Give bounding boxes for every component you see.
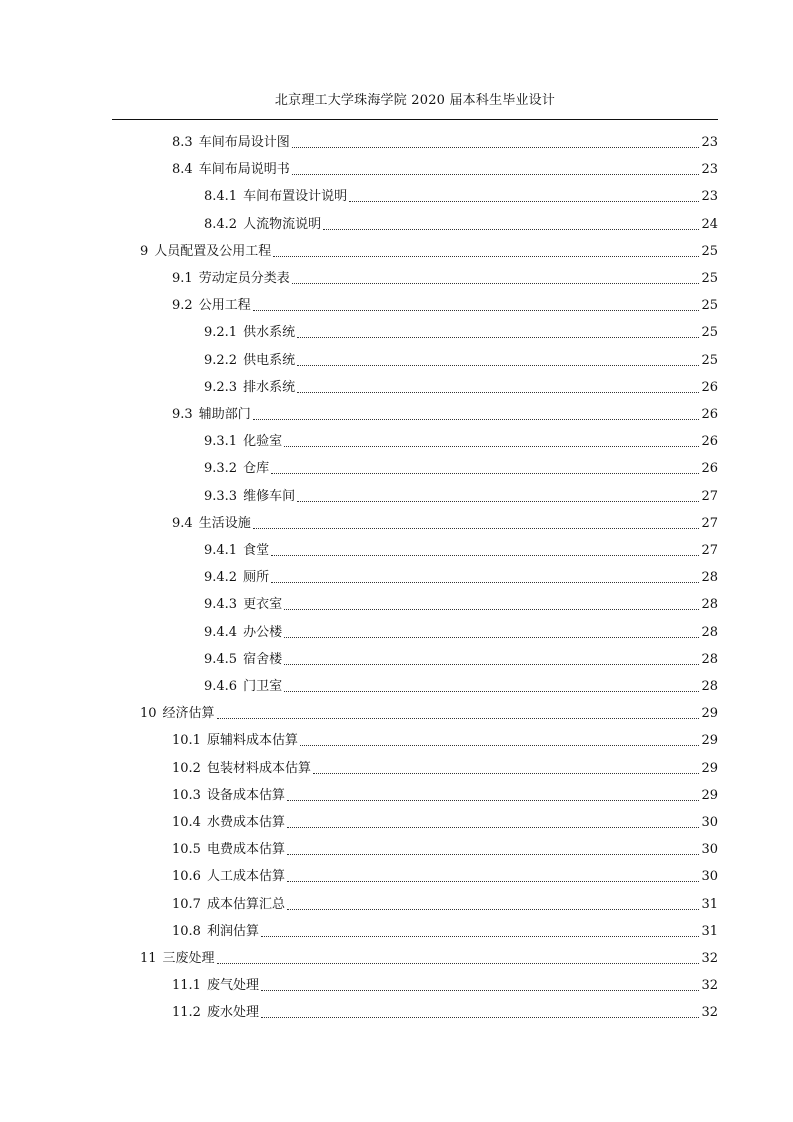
toc-entry[interactable] (0, 532, 718, 559)
toc-entry-title: 食堂 (243, 543, 270, 558)
toc-dot-leader (271, 472, 699, 474)
toc-entry-page-number: 28 (701, 570, 718, 586)
toc-entry-page-number: 26 (701, 434, 718, 450)
toc-dot-leader (323, 228, 699, 230)
toc-entry-page-number: 28 (701, 597, 718, 613)
toc-dot-leader (271, 554, 699, 556)
toc-entry-title: 人工成本估算 (206, 869, 285, 885)
toc-dot-leader (292, 282, 700, 284)
toc-entry-number: 9.4.5 (204, 651, 238, 667)
toc-entry[interactable] (0, 450, 718, 477)
toc-entry-page-number: 30 (701, 815, 718, 830)
toc-entry[interactable] (0, 750, 718, 777)
toc-dot-leader (287, 799, 699, 801)
page-header: 北京理工大学珠海学院 2020 届本科生毕业设计 (274, 93, 556, 108)
toc-entry-title: 劳动定员分类表 (198, 271, 290, 286)
toc-entry-page-number: 30 (701, 842, 718, 858)
toc-entry-title: 废气处理 (206, 978, 259, 994)
toc-entry-number: 10.1 (172, 733, 201, 749)
toc-entry-page-number: 25 (701, 243, 718, 259)
toc-entry-number: 8.4.1 (204, 189, 238, 205)
toc-dot-leader (300, 744, 699, 746)
toc-entry-number: 9.4.6 (204, 679, 238, 694)
toc-entry-title: 生活设施 (198, 515, 251, 531)
toc-entry[interactable] (0, 722, 718, 749)
toc-dot-leader (284, 663, 699, 665)
toc-entry-page-number: 29 (701, 760, 718, 776)
toc-entry-page-number: 28 (701, 651, 718, 667)
toc-entry-page-number: 23 (701, 162, 718, 178)
toc-entry-page-number: 31 (701, 896, 718, 912)
toc-dot-leader (253, 309, 700, 311)
toc-entry[interactable] (0, 586, 718, 613)
toc-entry[interactable] (0, 287, 718, 314)
toc-entry-number: 11.2 (172, 1005, 201, 1021)
toc-entry[interactable] (0, 260, 718, 287)
toc-entry-title: 电费成本估算 (206, 842, 285, 858)
toc-entry-number: 9.3.1 (204, 434, 238, 450)
toc-dot-leader (284, 690, 699, 692)
toc-entry-number: 8.3 (172, 135, 193, 150)
toc-entry-title: 办公楼 (243, 624, 283, 640)
toc-entry-title: 仓库 (243, 461, 270, 477)
toc-entry-page-number: 30 (701, 869, 718, 885)
header-rule (112, 119, 718, 120)
toc-entry-number: 9.2.1 (204, 325, 238, 341)
toc-entry-page-number: 29 (701, 733, 718, 749)
toc-entry[interactable] (0, 206, 718, 233)
toc-entry-number: 10 (140, 706, 157, 722)
toc-entry-page-number: 25 (701, 298, 718, 314)
toc-entry-title: 成本估算汇总 (206, 896, 285, 912)
toc-entry[interactable] (0, 478, 718, 505)
toc-entry-title: 公用工程 (198, 298, 251, 314)
toc-entry-number: 10.6 (172, 869, 201, 885)
toc-entry[interactable] (0, 804, 718, 831)
toc-entry-page-number: 29 (701, 787, 718, 803)
toc-entry[interactable] (0, 314, 718, 341)
toc-dot-leader (284, 636, 699, 638)
toc-entry-title: 经济估算 (162, 706, 215, 722)
toc-entry[interactable] (0, 559, 718, 586)
toc-entry-title: 排水系统 (243, 379, 296, 395)
toc-entry[interactable] (0, 124, 718, 151)
toc-entry-number: 9.3.3 (204, 488, 238, 504)
toc-entry-number: 11.1 (172, 978, 201, 994)
toc-dot-leader (287, 908, 699, 910)
toc-entry-title: 供电系统 (243, 352, 296, 368)
toc-entry-number: 10.2 (172, 760, 201, 776)
toc-dot-leader (217, 962, 700, 964)
toc-entry-title: 原辅料成本估算 (206, 733, 298, 749)
toc-entry-number: 9.4.1 (204, 543, 238, 558)
toc-entry[interactable] (0, 178, 718, 205)
toc-entry-page-number: 32 (701, 951, 718, 966)
toc-entry-number: 9.4.4 (204, 624, 238, 640)
toc-entry-number: 11 (140, 951, 157, 966)
toc-dot-leader (217, 717, 700, 719)
toc-entry-page-number: 28 (701, 679, 718, 694)
toc-entry-number: 10.8 (172, 923, 201, 939)
toc-entry[interactable] (0, 151, 718, 178)
toc-entry[interactable] (0, 233, 718, 260)
toc-entry-page-number: 29 (701, 706, 718, 722)
toc-dot-leader (271, 581, 699, 583)
toc-entry-number: 9.2 (172, 298, 193, 314)
toc-entry-page-number: 32 (701, 1005, 718, 1021)
toc-dot-leader (292, 146, 700, 148)
toc-entry-title: 人流物流说明 (243, 216, 322, 232)
toc-entry-number: 9.3 (172, 407, 193, 422)
toc-dot-leader (261, 935, 699, 937)
toc-entry-number: 9.3.2 (204, 461, 238, 477)
toc-entry[interactable] (0, 641, 718, 668)
toc-entry-title: 利润估算 (206, 923, 259, 939)
toc-dot-leader (297, 336, 699, 338)
toc-dot-leader (349, 200, 699, 202)
toc-entry[interactable] (0, 369, 718, 396)
toc-entry-number: 10.5 (172, 842, 201, 858)
toc-entry-title: 车间布局设计图 (198, 135, 290, 150)
toc-entry[interactable] (0, 668, 718, 695)
toc-entry-title: 宿舍楼 (243, 651, 283, 667)
toc-entry[interactable] (0, 831, 718, 858)
toc-dot-leader (287, 826, 699, 828)
toc-dot-leader (297, 391, 699, 393)
toc-dot-leader (297, 364, 699, 366)
toc-entry-page-number: 25 (701, 352, 718, 368)
toc-dot-leader (261, 1016, 699, 1018)
toc-entry-page-number: 31 (701, 923, 718, 939)
toc-entry-number: 10.3 (172, 787, 201, 803)
toc-entry[interactable] (0, 695, 718, 722)
toc-entry-page-number: 27 (701, 488, 718, 504)
toc-entry-page-number: 26 (701, 379, 718, 395)
toc-entry[interactable] (0, 913, 718, 940)
toc-entry-number: 10.4 (172, 815, 201, 830)
toc-entry-title: 供水系统 (243, 325, 296, 341)
toc-entry-number: 9.4 (172, 515, 193, 531)
toc-entry-title: 门卫室 (243, 679, 283, 694)
toc-dot-leader (287, 880, 699, 882)
toc-entry-title: 人员配置及公用工程 (154, 243, 272, 259)
toc-dot-leader (261, 989, 699, 991)
toc-entry-title: 包装材料成本估算 (206, 760, 311, 776)
toc-entry-title: 化验室 (243, 434, 283, 450)
toc-entry-page-number: 24 (701, 216, 718, 232)
toc-entry-page-number: 23 (701, 135, 718, 150)
toc-entry-page-number: 25 (701, 271, 718, 286)
toc-entry-title: 废水处理 (206, 1005, 259, 1021)
toc-dot-leader (313, 772, 699, 774)
toc-entry-title: 设备成本估算 (206, 787, 285, 803)
toc-entry-title: 辅助部门 (198, 407, 251, 422)
toc-entry-page-number: 26 (701, 461, 718, 477)
toc-dot-leader (284, 445, 699, 447)
toc-dot-leader (287, 853, 699, 855)
toc-dot-leader (297, 500, 699, 502)
toc-entry-number: 9.2.2 (204, 352, 238, 368)
toc-entry-number: 9.2.3 (204, 379, 238, 395)
toc-entry-page-number: 28 (701, 624, 718, 640)
toc-entry[interactable] (0, 777, 718, 804)
toc-entry-title: 水费成本估算 (206, 815, 285, 830)
toc-entry-title: 车间布局说明书 (198, 162, 290, 178)
toc-entry[interactable] (0, 886, 718, 913)
toc-entry-title: 维修车间 (243, 488, 296, 504)
toc-entry[interactable] (0, 994, 718, 1021)
toc-entry[interactable] (0, 940, 718, 967)
toc-entry[interactable] (0, 505, 718, 532)
toc-entry-number: 9.4.2 (204, 570, 238, 586)
toc-entry[interactable] (0, 858, 718, 885)
toc-dot-leader (284, 608, 699, 610)
toc-entry-number: 9.4.3 (204, 597, 238, 613)
toc-entry-number: 8.4 (172, 162, 193, 178)
toc-entry[interactable] (0, 614, 718, 641)
toc-dot-leader (292, 173, 700, 175)
toc-entry-title: 车间布置设计说明 (243, 189, 348, 205)
toc-dot-leader (253, 527, 700, 529)
toc-entry-title: 更衣室 (243, 597, 283, 613)
toc-entry-page-number: 27 (701, 515, 718, 531)
toc-dot-leader (273, 255, 699, 257)
toc-entry[interactable] (0, 342, 718, 369)
toc-entry-title: 三废处理 (162, 951, 215, 966)
toc-entry-number: 8.4.2 (204, 216, 238, 232)
toc-entry-page-number: 25 (701, 325, 718, 341)
toc-entry[interactable] (0, 423, 718, 450)
toc-entry[interactable] (0, 967, 718, 994)
toc-entry[interactable] (0, 396, 718, 423)
toc-entry-page-number: 26 (701, 407, 718, 422)
toc-entry-page-number: 23 (701, 189, 718, 205)
toc-entry-title: 厕所 (243, 570, 270, 586)
toc-dot-leader (253, 418, 700, 420)
toc-entry-page-number: 32 (701, 978, 718, 994)
toc-entry-number: 10.7 (172, 896, 201, 912)
toc-entry-number: 9.1 (172, 271, 193, 286)
toc-entry-number: 9 (140, 243, 149, 259)
toc-entry-page-number: 27 (701, 543, 718, 558)
